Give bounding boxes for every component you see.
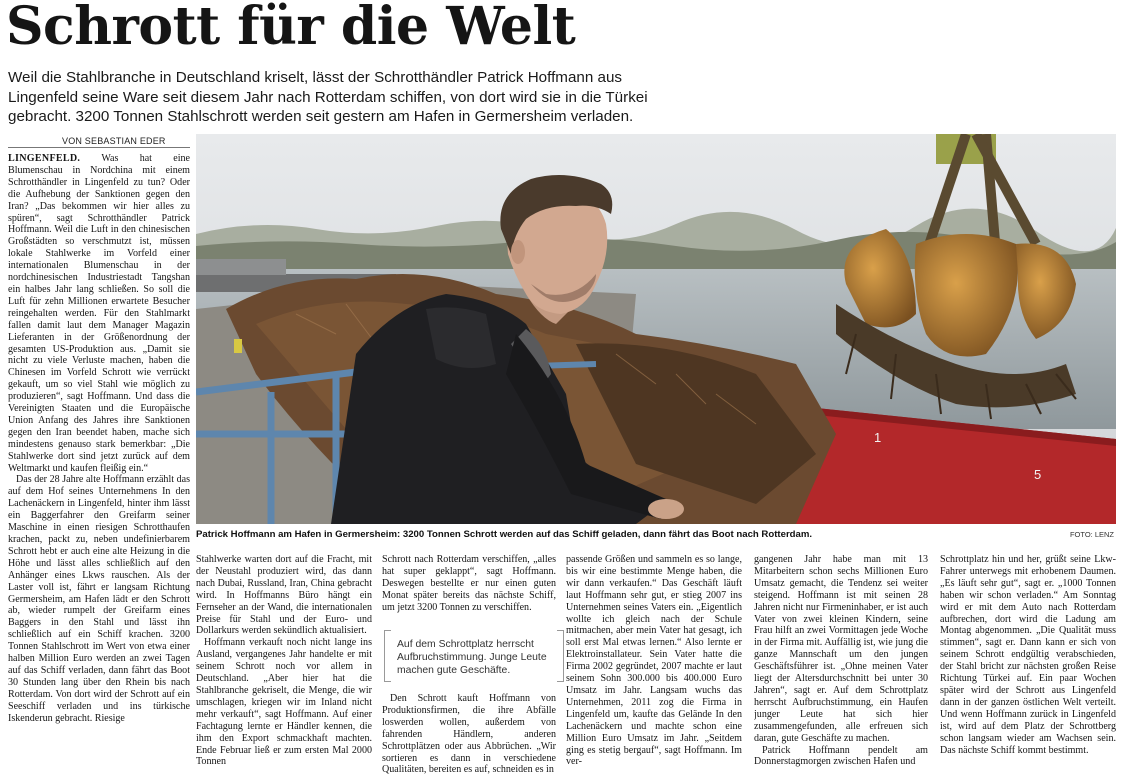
byline-rule [8, 147, 190, 148]
column-4-paragraph: passende Größen und sammeln es so lange, bis wir eine bestimmte Menge haben, die wir dann verkaufen.“ Das Geschäft läuft laut Hoffmann sehr gut, er stieg 2007 ins Unternehmen seines Vaters ein. „Eigentlich wollte ich gleich nach der Schule mitmachen, aber mein Vater hat gesagt, ich soll erst Mal etwas lernen.“ Also lernte er Elektroinstallateur. Sein Vater hatte die Firma 2002 gegründet, 2007 machte er laut seinem Sohn 300.000 bis 400.000 Euro Umsatz im Jahr. Langsam wuchs das Unternehmen, 2011 zog die Firma in Lingenfeld um, kaufte das Gelände In den Lachenäckern und machte schon eine Million Euro Umsatz im Jahr. „Seitdem ging es stetig bergauf“, sagt Hoffmann. Im ver- [566, 554, 742, 768]
column-1-text: Was hat eine Blumenschau in Nordchina mit einem Schrotthändler in Lingenfeld zu tun? Oder die Aufhebung der Sanktionen gegen den Iran? „Das bekommen wir hier alles zu spüren“, sagt Schrotthändler Patrick Hoffmann. Weil die Luft in den chinesischen Großstädten so verschmutzt ist, müssen lokale Stahlwerke im Vorfeld einer internationalen Blumenschau in der nordchinesischen Industriestadt Tangshan ein halbes Jahr lang schließen. So soll die Luft für zehn Millionen erwartete Besucher reingehalten werden. Für den Stahlmarkt fallen damit laut dem Manager Magazin Lieferanten in der Größenordnung der gesamten US-Produktion aus. „Damit sie nicht zu viele Verluste machen, haben die Chinesen im Vorfeld Schrott wie verrückt gekauft, um so viel Stahl wie möglich zu produzieren“, sagt Hoffmann. Und dass die Vereinigten Staaten und die Europäische Union Anfang des Jahres ihre Sanktionen gegen den Iran beendet haben, mache sich mindestens genauso stark bemerkbar: „Die Stahlwerke dort sind jetzt zurück auf dem Weltmarkt und kaufen fleißig ein.“ [8, 153, 190, 474]
photo-credit: FOTO: LENZ [1069, 530, 1114, 539]
news-photo [196, 134, 1116, 524]
photo-svg [196, 134, 1116, 524]
column-3-lower [382, 693, 556, 780]
dateline: LINGENFELD. [8, 153, 81, 164]
column-3 [382, 554, 556, 628]
column-1 [8, 153, 190, 779]
column-1-paragraph [8, 153, 190, 474]
column-6 [940, 554, 1116, 780]
headline: Schrott für die Welt [6, 0, 576, 57]
column-4 [566, 554, 742, 780]
column-2-paragraph: Stahlwerke warten dort auf die Fracht, mit der Neustahl produziert wird, das dann nach Dubai, Russland, Iran, China gebracht wird. In Hoffmanns Büro hängt ein Fernseher an der Wand, die internationalen Preise für Stahl und der Euro- und Dollarkurs werden sekündlich aktualisiert. [196, 554, 372, 637]
column-5-paragraph: gangenen Jahr habe man mit 13 Mitarbeitern schon sechs Millionen Euro Umsatz gemacht, die Tendenz sei weiter steigend. Hoffmann ist mit seinen 28 Jahren nicht nur Firmeninhaber, er ist auch Vater von zwei kleinen Kindern, seine Frau hilft an zwei Vormittagen jede Woche in der Firma mit. Auffällig ist, wie jung die ganze Mannschaft um den jungen Geschäftsführer ist. „Ohne meinen Vater liegt der Altersdurchschnitt bei unter 30 Jahren“, sagt er. Auf dem Schrottplatz herrscht Aufbruchstimmung, ein Haufen junger Leute hat sich hier zusammengefunden, alle erfreuen sich daran, gute Geschäfte zu machen. [754, 554, 928, 744]
column-2-paragraph-2: Hoffmann verkauft noch nicht lange ins Ausland, vergangenes Jahr handelte er mit seinem Schrott noch vor allem in Deutschland. „Aber hier hat die Stahlbranche gekriselt, die Menge, die wir umschlagen, kriegen wir im Inland nicht mehr verkauft“, sagt Hoffmann. Auf einer Fachtagung lernte er Händler kennen, die ihm den Export schmackhaft machten. Ende Februar ließ er zum ersten Mal 2000 Tonnen [196, 637, 372, 768]
photo-caption: Patrick Hoffmann am Hafen in Germersheim: 3200 Tonnen Schrott werden auf das Schiff geladen, dann fährt das Boot nach Rotterdam. [196, 529, 813, 540]
column-3-paragraph: Schrott nach Rotterdam verschiffen, „alles hat super geklappt“, sagt Hoffmann. Deswegen bestellte er nur einen guten Monat später bereits das nächste Schiff, um jetzt 3200 Tonnen zu verschiffen. [382, 554, 556, 613]
lead-paragraph: Weil die Stahlbranche in Deutschland kriselt, lässt der Schrotthändler Patrick Hoffmann aus Lingenfeld seine Ware seit diesem Jahr nach Rotterdam schiffen, von dort wird sie in die Türkei gebracht. 3200 Tonnen Stahlschrott werden seit gestern am Hafen in Germersheim verladen. [8, 69, 648, 125]
pull-quote-text: Auf dem Schrottplatz herrscht Aufbruchstimmung. Junge Leute machen gute Geschäfte. [397, 639, 547, 676]
pull-quote-bracket-left [384, 630, 391, 682]
column-3-paragraph-2: Den Schrott kauft Hoffmann von Produktionsfirmen, die ihre Abfälle loswerden wollen, außerdem von fahrenden Händlern, anderen Schrottplätzen oder aus Abbrüchen. „Wir sortieren es dann in verschiedene Qualitäten, bereiten es auf, schneiden es in [382, 693, 556, 776]
byline: VON SEBASTIAN EDER [62, 136, 166, 146]
hull-number-1: 1 [874, 430, 882, 445]
column-5 [754, 554, 928, 780]
pull-quote-bracket-right [557, 630, 564, 682]
column-2 [196, 554, 372, 780]
column-1-paragraph-2: Das der 28 Jahre alte Hoffmann erzählt das auf dem Hof seines Unternehmens In den Lachenäckern in Lingenfeld, hinter ihm lässt ein Baggerfahrer den Greifarm seiner Maschine in einen riesigen Schrotthaufen krachen, packt zu, neben undefinierbarem Schrott hebt er auch eine alte Heizung in die Höhe und lässt alles schließlich auf den Anhänger eines Lkws rauschen. Als der Laster voll ist, fährt er langsam Richtung Germersheim, am Hafen lädt er den Schrott ab, wieder rumpelt der Greifarm eines Baggers in den Stahl und lässt ihn schließlich auf ein Schiff krachen. 3200 Tonnen Stahlschrott im Wert von etwa einer halben Million Euro werden an zwei Tagen auf das Schiff verladen, dann fährt das Boot 30 Stunden lang über den Rhein bis nach Rotterdam. Von dort wird der Schrott auf ein Seeschiff verladen und ins türkische Iskenderun gebracht. Riesige [8, 474, 190, 724]
column-6-paragraph: Schrottplatz hin und her, grüßt seine Lkw-Fahrer unterwegs mit erhobenem Daumen. „Es läuft sehr gut“, sagt er. „1000 Tonnen haben wir schon verladen.“ Am Sonntag wird er mit dem Auto nach Rotterdam aufbrechen, dort wird die Ladung am Montag abgenommen. „Die Qualität muss stimmen“, sagt er. Dann kann er sich von seinem Schrott endgültig verabschieden, der Stahl bricht zur nächsten großen Reise Richtung Türkei auf. Ein paar Wochen später wird der Schrott aus Lingenfeld dann in der ganzen östlichen Welt verteilt. Und wenn Hoffmann zurück in Lingenfeld ist, wird auf dem Platz der Schrottberg schon langsam wieder am Wachsen sein. Das nächste Schiff kommt bestimmt. [940, 554, 1116, 756]
hull-number-5: 5 [1034, 467, 1042, 482]
column-5-paragraph-2: Patrick Hoffmann pendelt am Donnerstagmorgen zwischen Hafen und [754, 744, 928, 768]
pull-quote [384, 630, 564, 686]
